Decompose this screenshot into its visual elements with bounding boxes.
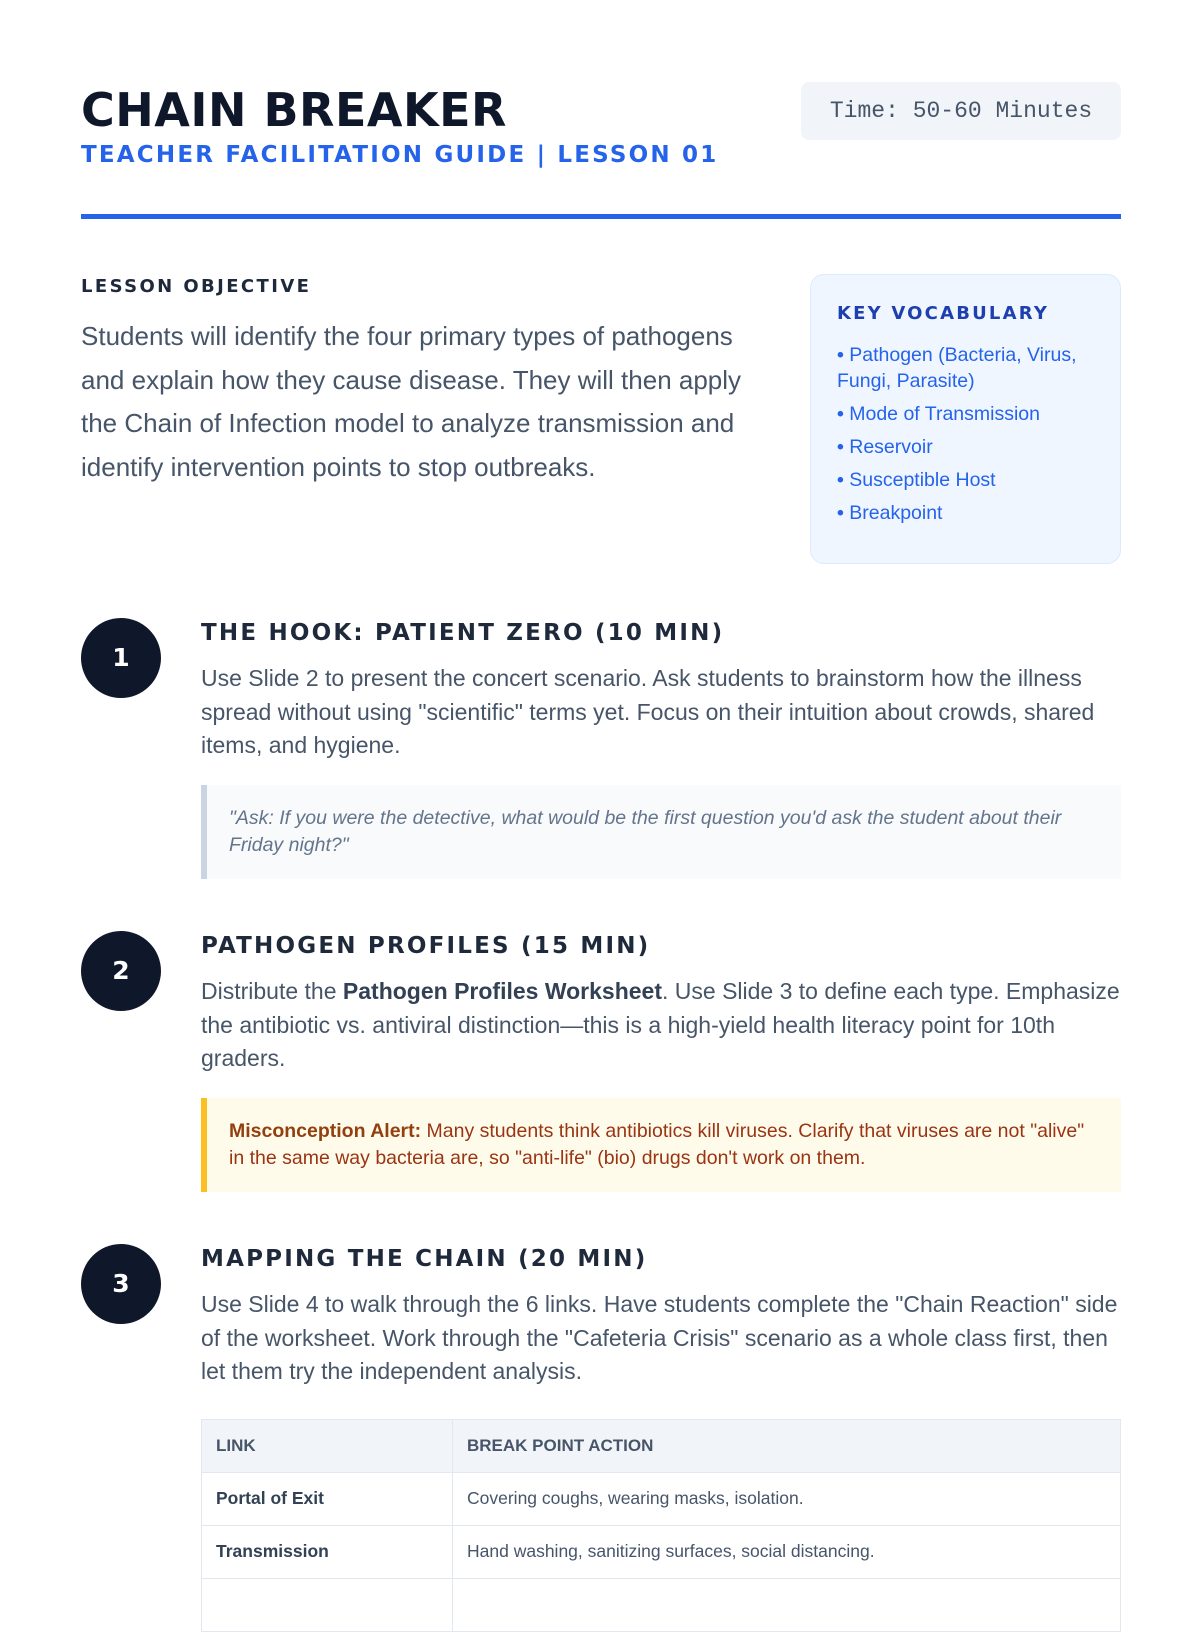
lesson-objective [81,276,761,489]
action-cell: Covering coughs, wearing masks, isolation. [453,1472,1121,1525]
step-title: MAPPING THE CHAIN (20 MIN) [201,1246,648,1272]
page-title: CHAIN BREAKER [81,83,507,137]
step-body-text: . Use Slide 3 to define each type. Emphasize the antibiotic vs. antiviral distinction—this is a high-yield health literacy point for 10th graders. [201,978,1120,1071]
step-number-badge: 3 [81,1244,161,1324]
time-badge: Time: 50-60 Minutes [801,82,1121,140]
column-header-action: BREAK POINT ACTION [453,1419,1121,1472]
vocab-item: • Breakpoint [837,500,1094,526]
vocab-item: • Mode of Transmission [837,401,1094,427]
link-cell: Transmission [202,1525,453,1578]
link-cell [202,1578,453,1631]
vocab-item: • Susceptible Host [837,467,1094,493]
misconception-alert [201,1098,1121,1192]
table-row [202,1472,1121,1525]
table-header-row [202,1419,1121,1472]
teacher-prompt-quote: "Ask: If you were the detective, what would be the first question you'd ask the student about their Friday night?" [201,785,1121,879]
header [81,82,1121,222]
table-row [202,1578,1121,1631]
action-cell [453,1578,1121,1631]
link-cell: Portal of Exit [202,1472,453,1525]
header-divider [81,214,1121,219]
alert-label: Misconception Alert: [229,1119,422,1142]
step-body: Use Slide 2 to present the concert scenario. Ask students to brainstorm how the illness spread without using "scientific" terms yet. Focus on their intuition about crowds, shared items, and hygiene. [201,665,1095,758]
step-body-text: Distribute the [201,978,343,1004]
step-number-badge: 2 [81,931,161,1011]
objective-text: Students will identify the four primary types of pathogens and explain how they cause disease. They will then apply the Chain of Infection model to analyze transmission and identify intervention points to stop outbreaks. [81,321,742,482]
step-title: THE HOOK: PATIENT ZERO (10 MIN) [201,620,725,646]
step-body: Use Slide 4 to walk through the 6 links. Have students complete the "Chain Reaction" side of the worksheet. Work through the "Cafeteria Crisis" scenario as a whole class first, then let them try the independent analysis. [201,1291,1118,1384]
key-vocabulary-box [810,274,1121,564]
vocab-label: KEY VOCABULARY [837,303,1050,324]
step-body [201,975,1121,1076]
column-header-link: LINK [202,1419,453,1472]
page-subtitle: TEACHER FACILITATION GUIDE | LESSON 01 [81,142,719,168]
vocab-list [837,342,1094,526]
worksheet-name: Pathogen Profiles Worksheet [342,978,662,1004]
step-content [201,931,1121,1192]
alert-text: Many students think antibiotics kill viruses. Clarify that viruses are not "alive" in the same way bacteria are, so "anti-life" (bio) drugs don't work on them. [229,1119,1085,1169]
step-content [201,618,1121,879]
step-number-badge: 1 [81,618,161,698]
step-title: PATHOGEN PROFILES (15 MIN) [201,933,651,959]
step-content [201,1244,1121,1632]
objective-label: LESSON OBJECTIVE [81,276,312,297]
table-row [202,1525,1121,1578]
action-cell: Hand washing, sanitizing surfaces, social distancing. [453,1525,1121,1578]
vocab-item: • Reservoir [837,434,1094,460]
vocab-item: • Pathogen (Bacteria, Virus, Fungi, Parasite) [837,342,1094,394]
